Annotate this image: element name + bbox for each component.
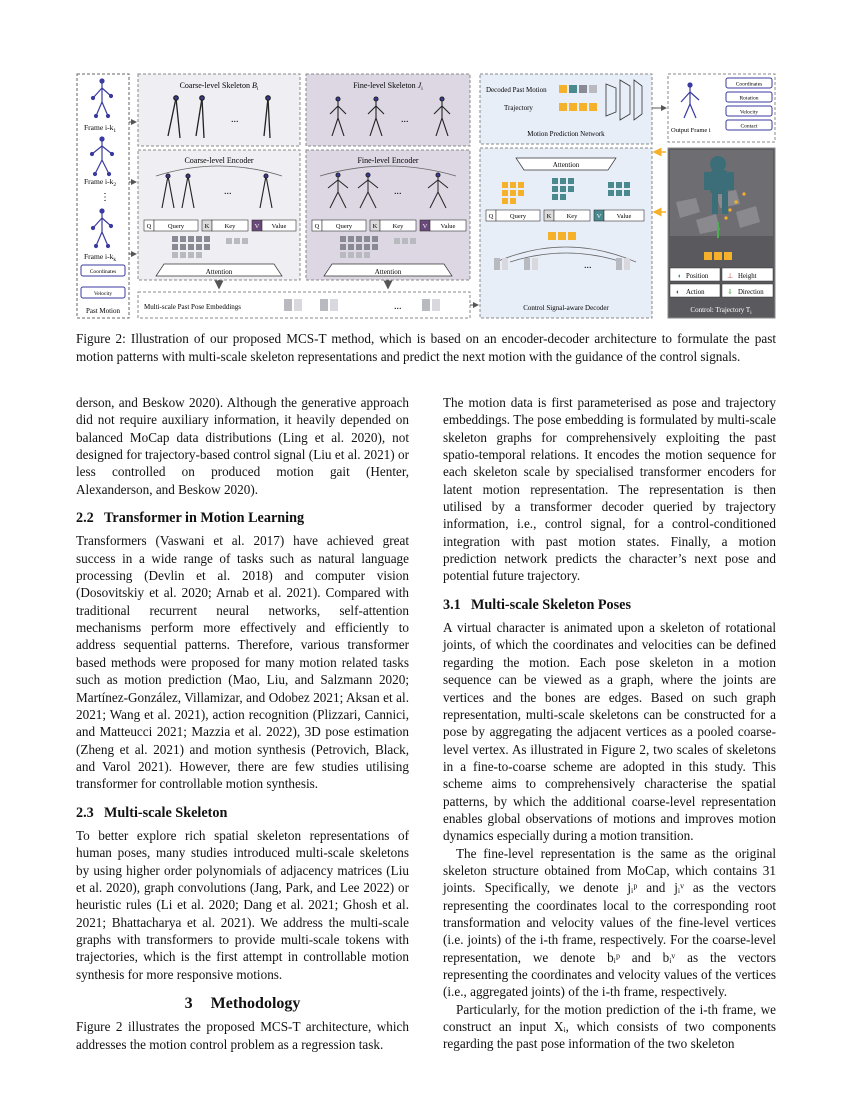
decoder-attention-label: Attention xyxy=(552,161,580,169)
query-label: Query xyxy=(167,223,185,230)
section-heading-2-3: 2.3 Multi-scale Skeleton xyxy=(76,804,228,821)
coarse-attention-label: Attention xyxy=(205,268,233,276)
query-label: Query xyxy=(509,213,527,220)
value-label: Value xyxy=(271,223,287,230)
paragraph: Particularly, for the motion prediction of the i-th frame, we construct an input Xᵢ, which consists of two components regarding the past pose information of the two skeleton xyxy=(443,1001,776,1052)
fine-attention-label: Attention xyxy=(374,268,402,276)
control-label: Control: Trajectory $T_i$ xyxy=(690,306,752,316)
right-column xyxy=(443,394,776,1053)
tag-out-coordinates: Coordinates xyxy=(735,81,763,88)
section-heading-3-1: 3.1 Multi-scale Skeleton Poses xyxy=(443,596,631,613)
coarse-encoder-title: Coarse-level Encoder xyxy=(184,156,254,165)
legend-height: Height xyxy=(738,273,757,280)
key-label: Key xyxy=(224,223,236,230)
vertical-ellipsis: ⋮ xyxy=(100,192,110,203)
tag-out-contact: Contact xyxy=(740,123,758,130)
coarse-skeleton-title: Coarse-level Skeleton $B_i$ xyxy=(179,81,259,92)
legend-direction: Direction xyxy=(738,289,764,296)
embeddings-label: Multi-scale Past Pose Embeddings xyxy=(144,303,242,311)
v-letter: V xyxy=(596,213,602,220)
paragraph: To better explore rich spatial skeleton representations of human poses, many studies introduced multi-scale skeletons by using higher order polynomials of adjacency matrices (Liu et al. 2020), graph convolutions (Jang, Park, and Lee 2022) or heuristic rules (Li et al. 2020; Dang et al. 2021; Ghosh et al. 2021; Bhattacharya et al. 2021). We address the multi-scale graphs with transformers to provide multi-scale tokens with trajectories, which is the first attempt in controllable motion synthesis for more responsive motions. xyxy=(76,827,409,982)
embeddings-ellipsis: ... xyxy=(394,301,402,312)
legend-position: Position xyxy=(686,273,709,280)
key-label: Key xyxy=(392,223,404,230)
tag-velocity: Velocity xyxy=(93,291,113,297)
fine-encoder-title: Fine-level Encoder xyxy=(357,156,419,165)
coarse-ellipsis: ... xyxy=(231,114,239,125)
q-letter: Q xyxy=(146,223,152,230)
q-letter: Q xyxy=(314,223,320,230)
v-letter: V xyxy=(254,223,260,230)
decoder-label: Control Signal-aware Decoder xyxy=(523,304,609,312)
fine-encoder-panel xyxy=(306,150,470,280)
section-heading-3: 3 Methodology xyxy=(184,995,301,1012)
tag-coordinates: Coordinates xyxy=(89,269,117,275)
figure-caption: Figure 2: Illustration of our proposed MCS-T method, which is based on an encoder-decoder architecture to formulate the past motion patterns with multi-scale skeleton representations and predict the next motion with the guidance of the control signals. xyxy=(76,331,776,364)
output-frame-label: Output Frame i xyxy=(671,127,711,134)
height-icon: ⊥ xyxy=(727,272,734,280)
fine-encoder-ellipsis: ... xyxy=(394,186,402,197)
trajectory-label: Trajectory xyxy=(504,104,533,112)
paragraph: Figure 2 illustrates the proposed MCS-T architecture, which addresses the motion control problem as a regression task. xyxy=(76,1019,409,1052)
decoded-past-label: Decoded Past Motion xyxy=(486,86,547,94)
paragraph: The fine-level representation is the same as the original skeleton structure obtained from MoCap, which contains 31 joints. Specifically, we denote jᵢᵖ and jᵢᵛ as the vectors representing the coordinates local to the corresponding root transformation and velocity values of the fine-level vertices (i.e. joints) of the i-th frame, respectively. For the coarse-level representation, we denote bᵢᵖ and bᵢᵛ as the vectors representing the coordinates and velocity values of the vertices (i.e., aggregated joints) of the i-th frame, respectively. xyxy=(443,845,776,1000)
figure-2-diagram xyxy=(76,72,776,320)
v-letter: V xyxy=(422,223,428,230)
key-label: Key xyxy=(566,213,578,220)
k-letter: K xyxy=(372,223,378,230)
fine-skeleton-title: Fine-level Skeleton $J_i$ xyxy=(353,81,423,92)
decoder-query-tokens xyxy=(548,232,576,240)
left-column xyxy=(76,394,409,1053)
value-label: Value xyxy=(616,213,632,220)
section-heading-2-2: 2.2 Transformer in Motion Learning xyxy=(76,510,305,527)
query-label: Query xyxy=(335,223,353,230)
decoder-ellipsis: ... xyxy=(584,260,592,271)
coarse-encoder-panel xyxy=(138,150,300,280)
fine-ellipsis: ... xyxy=(401,114,409,125)
position-icon: ◖ xyxy=(677,272,682,280)
paragraph: Transformers (Vaswani et al. 2017) have achieved great success in a wide range of tasks such as natural language processing (Devlin et al. 2018) and computer vision (Dosovitskiy et al. 2020; Arnab et al. 2021). Compared with traditional recurrent neural networks, self-attention mechanisms perform more effectively and efficiently to address sequential patterns. Therefore, various transformer based methods were proposed for many motion related tasks such as motion prediction (Mao, Liu, and Salzmann 2020; Martínez-González, Villamizar, and Odobez 2021; Aksan et al. 2021; Wang et al. 2021), action recognition (Plizzari, Cannici, and Matteucci 2021; Mazzia et al. 2022), 3D pose estimation (Zheng et al. 2021) and motion synthesis (Petrovich, Black, and Varol 2021). However, there are few studies utilising transformer for controllable motion synthesis. xyxy=(76,533,409,792)
control-tokens xyxy=(704,252,732,260)
direction-icon: ⇓ xyxy=(727,288,733,296)
q-letter: Q xyxy=(488,213,494,220)
frame-label-2: Frame $i-k_2$ xyxy=(84,177,117,188)
mpn-label: Motion Prediction Network xyxy=(527,130,605,138)
past-motion-label: Past Motion xyxy=(85,307,121,315)
k-letter: K xyxy=(204,223,210,230)
coarse-encoder-ellipsis: ... xyxy=(224,186,232,197)
tag-out-rotation: Rotation xyxy=(739,95,759,102)
frame-label-1: Frame $i-k_1$ xyxy=(84,123,117,134)
paragraph: derson, and Beskow 2020). Although the generative approach did not require auxiliary information, it heavily depended on balanced MoCap data distributions (Ling et al. 2020), not designed for trajectory-based control signal (Liu et al. 2021) or less controlled on produced motion gait (Henter, Alexanderson, and Beskow 2020). xyxy=(76,395,409,497)
legend-action: Action xyxy=(686,289,705,296)
k-letter: K xyxy=(546,213,552,220)
action-icon: ◐ xyxy=(676,288,681,296)
paragraph: A virtual character is animated upon a skeleton of rotational joints, of which the coordinates and velocities can be defined regarding the motion. Each pose skeleton in a motion sequence can be viewed as a graph, where the joints are vertices and the bones are edges. Based on such graph representation, multi-scale skeletons can be constructed for a pose by aggregating the adjacent vertices as a pooled coarse-level vertex. As illustrated in Figure 2, two scales of skeletons in a fine-to-coarse scheme are adopted in this study. This scheme aims to comprehensively characterise the spatial patterns, by which the additional coarse-level representation enables global observations of motions and improves motion dynamics especially during a motion transition. xyxy=(443,620,776,844)
frame-label-k: Frame $i-k_k$ xyxy=(84,252,117,263)
tag-out-velocity: Velocity xyxy=(739,109,759,116)
value-label: Value xyxy=(440,223,456,230)
paragraph: The motion data is first parameterised as pose and trajectory embeddings. The pose embedding is formulated by multi-scale skeleton graphs for comprehensively exploiting the past spatio-temporal relations. It encodes the motion sequence for each skeleton scale by specialised transformer encoders for latent motion representation. The representation is then utilised by a transformer decoder queried by trajectory information, i.e., control signal, for a control-conditioned integration with past motion states. Finally, a motion prediction network predicts the character’s next pose and potential future trajectory. xyxy=(443,395,776,584)
